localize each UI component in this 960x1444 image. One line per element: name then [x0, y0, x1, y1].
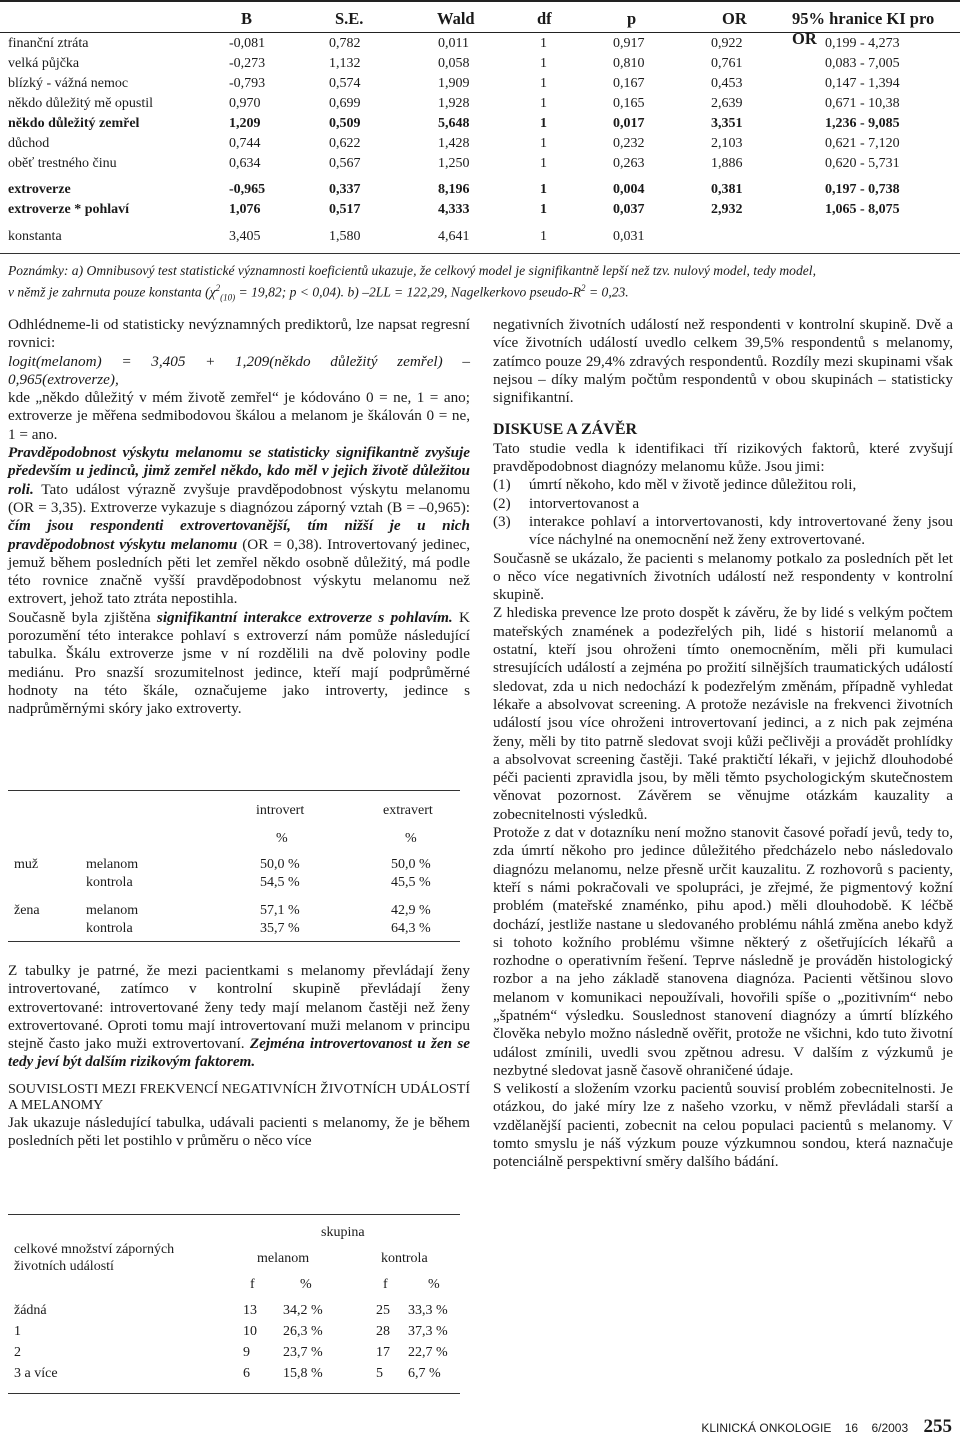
- cell-p: 0,004: [613, 182, 645, 197]
- risk-factor-list: [493, 476, 953, 549]
- cell-or: 0,922: [711, 36, 743, 51]
- header-p: p: [627, 9, 637, 28]
- group-label: kontrola: [86, 875, 133, 890]
- melanom-f: 10: [243, 1324, 257, 1339]
- cell-se: 0,782: [329, 36, 361, 51]
- events-label: 3 a více: [14, 1366, 58, 1381]
- cell-wald: 1,928: [438, 96, 470, 111]
- events-label: 2: [14, 1345, 21, 1360]
- life-events-table: [8, 1214, 460, 1394]
- sex-label: muž: [14, 857, 39, 872]
- kontrola-pct: 22,7 %: [408, 1345, 448, 1360]
- list-text: úmrtí někoho, kdo měl v životě jedince důležitou roli,: [529, 476, 857, 494]
- table-row: [0, 56, 960, 76]
- cell-se: 0,517: [329, 202, 361, 217]
- left-para-1: [8, 316, 470, 444]
- header-df: df: [537, 9, 552, 28]
- col-kontrola: kontrola: [381, 1251, 428, 1266]
- cell-or: 2,103: [711, 136, 743, 151]
- left-p1-text: Odhlédneme-li od statisticky nevýznamných prediktorů, lze napsat regresní rovnici:: [8, 316, 470, 352]
- notes-sup2: 2: [581, 282, 586, 293]
- left-column: [8, 316, 470, 719]
- cell-p: 0,917: [613, 36, 645, 51]
- journal-name: KLINICKÁ ONKOLOGIE: [701, 1421, 832, 1435]
- left-p2-emph2: čím jsou respondenti extrovertovanější, tím nižší je u nich pravděpodobnost výskytu melanomu: [8, 517, 470, 553]
- cell-wald: 0,058: [438, 56, 470, 71]
- list-item: [493, 476, 953, 494]
- kontrola-pct: 33,3 %: [408, 1303, 448, 1318]
- cell-se: 0,337: [329, 182, 361, 197]
- cell-p: 0,167: [613, 76, 645, 91]
- right-para-3: Současně se ukázalo, že pacienti s melanomy potkalo za posledních pět let o něco více negativních životních událostí než respondenty v kontrolní skupině.: [493, 549, 953, 604]
- table-notes: [8, 262, 956, 306]
- page-footer: [701, 1416, 952, 1438]
- table-row: [0, 116, 960, 136]
- cell-se: 0,574: [329, 76, 361, 91]
- notes-line2b: = 19,82; p < 0,04). b) –2LL = 122,29, Nagelkerkovo pseudo-R: [235, 284, 582, 300]
- header-ci: 95% hranice KI pro OR: [792, 9, 935, 48]
- row-label: finanční ztráta: [8, 36, 89, 51]
- cell-ci: 0,620 - 5,731: [825, 156, 900, 171]
- left-p2-emph: Pravděpodobnost výskytu melanomu se statisticky signifikantně zvyšuje především u jedinců, jimž zemřel někdo, kdo měl v jejich životě důležitou roli.: [8, 444, 470, 498]
- table-row: [0, 156, 960, 176]
- cell-b: -0,793: [229, 76, 266, 91]
- left-para-2: [8, 444, 470, 609]
- list-text: interakce pohlaví a intorvertovanosti, kdy introvertované ženy jsou více náchylné na onemocnění než ženy extrovertované.: [529, 512, 953, 549]
- table-row: [0, 182, 960, 202]
- cell-b: -0,273: [229, 56, 266, 71]
- cell-p: 0,810: [613, 56, 645, 71]
- left-p3-b: K porozumění této interakce pohlaví s extroverzí nám pomůže následující tabulka. Škálu extroverze jsme v ní rozdělili na dvě poloviny podle mediánu. Pro snazší srozumitelnost jedince, kteří mají podprůměrné hodnoty na této škále, označujeme jako introverty, jedince s nadprůměrnými skóry jako extroverty.: [8, 608, 470, 718]
- group-label: kontrola: [86, 921, 133, 936]
- cell-b: 0,744: [229, 136, 261, 151]
- table-row: [0, 202, 960, 222]
- cell-p: 0,017: [613, 116, 645, 131]
- introvert-value: 54,5 %: [260, 875, 300, 890]
- cell-or: 2,639: [711, 96, 743, 111]
- cell-df: 1: [540, 182, 547, 197]
- introvert-value: 35,7 %: [260, 921, 300, 936]
- list-number: (3): [493, 512, 511, 530]
- cell-wald: 1,250: [438, 156, 470, 171]
- right-para-1: negativních životních událostí než respondenti v kontrolní skupině. Dvě a více životních událostí uvedlo celkem 39,5% respondentů s melanomy, zatímco pouze 29,4% zdravých respondentů. Rozdíly mezi skupinami však nejsou – díky malým počtům respondentů v obou skupinách – statisticky signifikantní.: [493, 316, 953, 407]
- list-item: [493, 495, 953, 513]
- cell-wald: 8,196: [438, 182, 470, 197]
- cell-p: 0,232: [613, 136, 645, 151]
- cell-ci: 0,083 - 7,005: [825, 56, 900, 71]
- cell-df: 1: [540, 116, 547, 131]
- right-para-2: Tato studie vedla k identifikaci tří rizikových faktorů, které zvyšují pravděpodobnost diagnózy melanomu kůže. Jsou jimi:: [493, 439, 953, 476]
- left-p3-emph: signifikantní interakce extroverze s pohlavím.: [156, 608, 453, 626]
- cell-df: 1: [540, 202, 547, 217]
- header-wald: Wald: [437, 9, 475, 28]
- cell-ci: 0,671 - 10,38: [825, 96, 900, 111]
- f-melanom: f: [250, 1277, 255, 1292]
- pct-extravert: %: [405, 831, 417, 846]
- cell-b: 3,405: [229, 229, 261, 244]
- cell-or: 0,381: [711, 182, 743, 197]
- notes-sup: 2: [215, 282, 221, 293]
- row-label: někdo důležitý mě opustil: [8, 96, 154, 111]
- cell-b: 1,209: [229, 116, 261, 131]
- notes-line2a: v němž je zahrnuta pouze konstanta (χ: [8, 284, 216, 300]
- cell-df: 1: [540, 36, 547, 51]
- right-para-5: Protože z dat v dotazníku není možno stanovit časové pořadí jevů, tedy to, zda úmrtí někoho pro jedince důležitého předcházelo nebo následovalo diagnózu melanomu, nelze přesně určit kauzalitu. Z rozhovorů s pacienty, kteří s námi pokračovali ve spolupráci, je zřejmé, že pigmentový kožní problém (mateřské znaménko, pihu apod.) měli dlouhodobě. K léčbě dochází, jestliže nastane u sledovaného problému náhlá změna anebo když si tohoto kožního problému všimne některý z ošetřujících lékařů a rozhodne o operativním řešení. Teprve následně je prováděn histologický rozbor a na jeho základě stanovena diagnóza. Pacienti většinou slovo melanom v komunikaci nepoužívali, hovořili spíše o „pozitivním“ nebo „špatném“ výsledku. Souslednost stanovení diagnózy a úmrtí blízkého člověka nebylo možno následně ověřit, protože ne všichni, kdo tuto životní událost zmínili, uvedli svou zpětnou adresu. V dalším z výzkumů je nezbytné sledovat jasně časově ohraničené údaje.: [493, 824, 953, 1079]
- cell-df: 1: [540, 156, 547, 171]
- cell-wald: 0,011: [438, 36, 469, 51]
- header-se: S.E.: [335, 9, 364, 28]
- kontrola-f: 25: [376, 1303, 390, 1318]
- col-introvert: introvert: [256, 803, 305, 818]
- cell-p: 0,031: [613, 229, 645, 244]
- kontrola-f: 17: [376, 1345, 390, 1360]
- events-label: 1: [14, 1324, 21, 1339]
- table-row: [0, 136, 960, 156]
- cell-or: 0,453: [711, 76, 743, 91]
- right-para-4: Z hlediska prevence lze proto dospět k závěru, že by lidé s velkým počtem mateřských znamének a podezřelých pih, lidé s historií melanomů a ostatní, kteří jsou ohroženi tímto onemocněním, měli při kumulaci stresujících událostí a zejména po prožití silnějších traumatických událostí sledovat, zda u nich nedochází k podezřelým změnám, případně vyhledat lékaře a absolvovat screening. A protože nezávisle na frekvenci životních událostí jsou více ohroženi introvertovaní jedinci, a z nich pak zejména ženy, měli by tito patrně sledovat svoji kůži pečlivěji a provádět prohlídky a absolvovat screening častěji. Také praktičtí lékaři, v jejichž dlouhodobé péči pacienti zpravidla jsou, by měli těmto psychologickým skutečnostem věnovat pozornost. Závěrem se věnujme otázkám kauzality a zobecnitelnosti výsledků.: [493, 604, 953, 823]
- notes-sub: (10): [220, 291, 236, 302]
- kontrola-pct: 37,3 %: [408, 1324, 448, 1339]
- page-number: 255: [923, 1416, 952, 1437]
- left-para-4: [8, 962, 470, 1072]
- cell-ci: 0,199 - 4,273: [825, 36, 900, 51]
- cell-se: 0,509: [329, 116, 361, 131]
- melanom-pct: 34,2 %: [283, 1303, 323, 1318]
- melanom-f: 6: [243, 1366, 250, 1381]
- regression-table: [0, 0, 960, 255]
- cell-se: 1,132: [329, 56, 361, 71]
- header-or: OR: [722, 9, 747, 28]
- left-p2-a: Tato událost výrazně zvyšuje pravděpodobnost výskytu melanomu (OR = 3,35). Extroverze vykazuje s diagnózou záporný vztah (B = –0,965):: [8, 480, 470, 516]
- cell-ci: 0,621 - 7,120: [825, 136, 900, 151]
- cell-wald: 5,648: [438, 116, 470, 131]
- cell-ci: 1,065 - 8,075: [825, 202, 900, 217]
- right-column: [493, 316, 953, 1172]
- cell-b: 0,970: [229, 96, 261, 111]
- cell-df: 1: [540, 136, 547, 151]
- row-label: konstanta: [8, 229, 62, 244]
- cell-df: 1: [540, 56, 547, 71]
- cell-wald: 4,641: [438, 229, 470, 244]
- left-para-5: Jak ukazuje následující tabulka, udávali pacienti s melanomy, že je během posledních pěti let postihlo v průměru o něco více: [8, 1113, 470, 1150]
- right-para-6: S velikostí a složením vzorku pacientů souvisí problém zobecnitelnosti. Je otázkou, do jaké míry lze z našeho vzorku, v němž převládali starší a vzdělanější pacienti, zobecnit na celou populaci pacientů s melanomy. V tomto smyslu je náš výzkum pouze výzkumnou sondou, která naznačuje potenciálně perspektivní směry dalšího bádání.: [493, 1080, 953, 1171]
- cell-or: 3,351: [711, 116, 743, 131]
- list-text: intorvertovanost a: [529, 494, 640, 512]
- extravert-value: 45,5 %: [391, 875, 431, 890]
- regression-equation: logit(melanom) = 3,405 + 1,209(někdo důležitý zemřel) – 0,965(extroverze),: [8, 352, 470, 388]
- row-label: blízký - vážná nemoc: [8, 76, 129, 91]
- group-header: skupina: [321, 1225, 365, 1240]
- melanom-f: 9: [243, 1345, 250, 1360]
- list-number: (2): [493, 494, 511, 512]
- cell-b: 0,634: [229, 156, 261, 171]
- cell-se: 0,622: [329, 136, 361, 151]
- cell-b: -0,965: [229, 182, 266, 197]
- left-p1-rest: kde „někdo důležitý v mém životě zemřel“ je kódováno 0 = ne, 1 = ano; extroverze je měřena sedmibodovou škálou a melanom je škálován 0 = ne, 1 = ano.: [8, 389, 470, 443]
- cell-se: 1,580: [329, 229, 361, 244]
- row-label: někdo důležitý zemřel: [8, 116, 140, 131]
- f-kontrola: f: [383, 1277, 388, 1292]
- row-label: extroverze * pohlaví: [8, 202, 130, 217]
- row-label: velká půjčka: [8, 56, 80, 71]
- pct-melanom: %: [300, 1277, 312, 1292]
- col-extravert: extravert: [383, 803, 433, 818]
- list-number: (1): [493, 476, 511, 494]
- introvert-extravert-table: [8, 790, 460, 942]
- group-label: melanom: [86, 857, 139, 872]
- cell-wald: 4,333: [438, 202, 470, 217]
- extravert-value: 64,3 %: [391, 921, 431, 936]
- sex-label: žena: [14, 903, 40, 918]
- extravert-value: 50,0 %: [391, 857, 431, 872]
- cell-wald: 1,428: [438, 136, 470, 151]
- cell-df: 1: [540, 96, 547, 111]
- left-p2-b: (OR = 0,38). Introvertovaný jedinec, jemuž během posledních pěti let zemřel někdo osobně důležitý, má podle této rovnice značně vyšší pravděpodobnost výskytu melanomu než extrovert, jehož tato ztráta nepostihla.: [8, 535, 470, 608]
- left-column-lower: [8, 962, 470, 1150]
- melanom-pct: 23,7 %: [283, 1345, 323, 1360]
- cell-p: 0,037: [613, 202, 645, 217]
- cell-p: 0,165: [613, 96, 645, 111]
- events-label: žádná: [14, 1303, 47, 1318]
- left-p4-a: Z tabulky je patrné, že mezi pacientkami s melanomy převládají ženy introvertované, zatímco v kontrolní skupině převládají ženy extrovertované: introvertované ženy tedy mají melanom častěji než ženy extrovertované. Oproti tomu mají introvertovaní muži melanom v principu stejně často jako muži extrovertovaní.: [8, 962, 470, 1053]
- pct-kontrola: %: [428, 1277, 440, 1292]
- cell-ci: 1,236 - 9,085: [825, 116, 900, 131]
- section-heading-discussion: DISKUSE A ZÁVĚR: [493, 421, 638, 439]
- cell-ci: 0,147 - 1,394: [825, 76, 900, 91]
- table-row: [0, 229, 960, 249]
- journal-issue: 6/2003: [871, 1421, 909, 1435]
- row-label: oběť trestného činu: [8, 156, 117, 171]
- melanom-f: 13: [243, 1303, 257, 1318]
- melanom-pct: 15,8 %: [283, 1366, 323, 1381]
- col-melanom: melanom: [257, 1251, 310, 1266]
- kontrola-f: 28: [376, 1324, 390, 1339]
- table-bottom-rule: [0, 253, 960, 254]
- table-row: [0, 76, 960, 96]
- table-row: [0, 36, 960, 56]
- row-label: důchod: [8, 136, 50, 151]
- cell-or: 2,932: [711, 202, 743, 217]
- notes-line2c: = 0,23.: [585, 284, 629, 300]
- left-p3-a: Současně byla zjištěna: [8, 608, 157, 626]
- cell-se: 0,567: [329, 156, 361, 171]
- cell-df: 1: [540, 76, 547, 91]
- left-p4-emph: Zejména introvertovanost u žen se tedy jeví být dalším rizikovým faktorem.: [8, 1035, 470, 1071]
- pct-introvert: %: [276, 831, 288, 846]
- cell-b: 1,076: [229, 202, 261, 217]
- list-item: [493, 513, 953, 550]
- section-heading-events: SOUVISLOSTI MEZI FREKVENCÍ NEGATIVNÍCH ŽIVOTNÍCH UDÁLOSTÍ A MELANOMY: [8, 1081, 470, 1113]
- cell-p: 0,263: [613, 156, 645, 171]
- notes-line1: Poznámky: a) Omnibusový test statistické významnosti koeficientů ukazuje, že celkový model je signifikantně lepší než tzv. nulový model, tedy model,: [8, 263, 816, 278]
- cell-or: 1,886: [711, 156, 743, 171]
- header-b: B: [241, 9, 253, 28]
- melanom-pct: 26,3 %: [283, 1324, 323, 1339]
- row-label: extroverze: [8, 182, 71, 197]
- kontrola-f: 5: [376, 1366, 383, 1381]
- cell-b: -0,081: [229, 36, 266, 51]
- cell-df: 1: [540, 229, 547, 244]
- group-label: melanom: [86, 903, 139, 918]
- cell-or: 0,761: [711, 56, 743, 71]
- table-row: [0, 96, 960, 116]
- extravert-value: 42,9 %: [391, 903, 431, 918]
- left-para-3: [8, 609, 470, 719]
- introvert-value: 50,0 %: [260, 857, 300, 872]
- cell-ci: 0,197 - 0,738: [825, 182, 900, 197]
- kontrola-pct: 6,7 %: [408, 1366, 441, 1381]
- journal-volume: 16: [844, 1421, 859, 1435]
- row-header: celkové množství záporných životních událostí: [14, 1242, 175, 1274]
- cell-wald: 1,909: [438, 76, 470, 91]
- introvert-value: 57,1 %: [260, 903, 300, 918]
- cell-se: 0,699: [329, 96, 361, 111]
